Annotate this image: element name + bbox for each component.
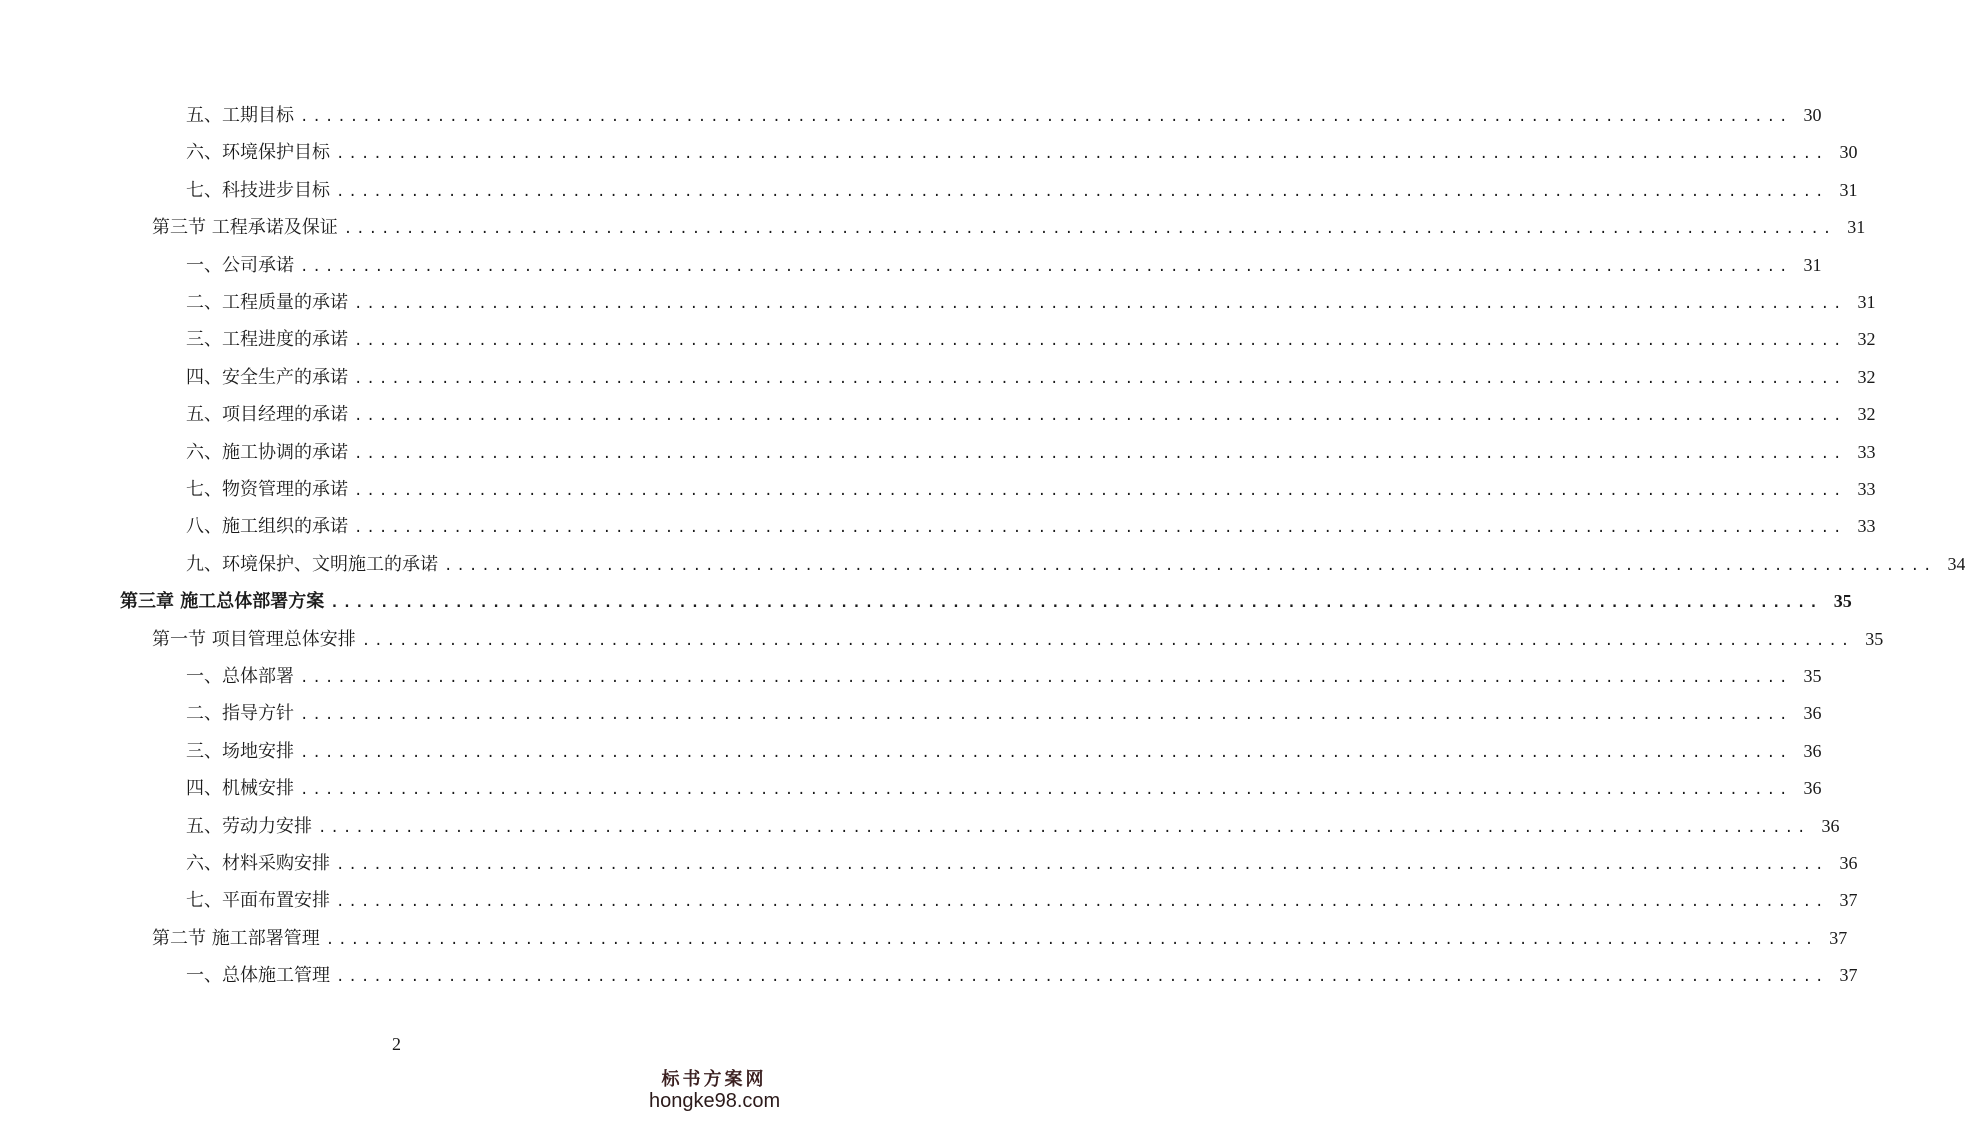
toc-dot-leader: ........................................................................................................................	[361, 632, 1854, 649]
toc-entry[interactable]	[186, 698, 1822, 728]
toc-entry-title: 六、材料采购安排	[186, 853, 330, 874]
toc-entry-title: 五、工期目标	[186, 105, 294, 126]
toc-entry-title: 第一节 项目管理总体安排	[152, 628, 356, 650]
toc-entry[interactable]	[186, 885, 1858, 915]
toc-dot-leader: ........................................................................................................................	[336, 183, 1828, 200]
toc-entry-page: 36	[1803, 740, 1822, 761]
toc-entry-page: 34	[1947, 553, 1965, 574]
toc-dot-leader: ........................................................................................................................	[343, 221, 1836, 238]
toc-entry[interactable]	[186, 474, 1876, 504]
toc-entry[interactable]	[186, 773, 1822, 803]
toc-dot-leader: ........................................................................................................................	[336, 969, 1828, 986]
toc-entry-title: 第三章 施工总体部署方案	[120, 591, 325, 613]
toc-dot-leader: ........................................................................................................................	[300, 707, 1792, 724]
toc-dot-leader: ........................................................................................................................	[354, 408, 1846, 425]
watermark-url-text: hongke98.com	[649, 1090, 781, 1112]
toc-entry-page: 32	[1857, 329, 1876, 350]
toc-entry-page: 35	[1803, 666, 1822, 686]
toc-entry-title: 一、公司承诺	[186, 254, 294, 276]
toc-entry-page: 33	[1857, 441, 1876, 462]
toc-dot-leader: ........................................................................................................................	[354, 296, 1846, 312]
toc-entry-page: 35	[1865, 628, 1884, 649]
toc-entry[interactable]	[152, 624, 1884, 654]
toc-dot-leader: ........................................................................................................................	[336, 894, 1828, 911]
toc-entry[interactable]	[186, 100, 1822, 130]
toc-entry-title: 三、工程进度的承诺	[186, 329, 348, 351]
toc-dot-leader: ........................................................................................................................	[300, 744, 1792, 761]
toc-entry[interactable]	[186, 137, 1858, 167]
toc-entry-title: 六、环境保护目标	[186, 142, 330, 164]
toc-dot-leader: ........................................................................................................................	[300, 782, 1792, 799]
toc-entry-title: 二、指导方针	[186, 703, 294, 725]
toc-entry[interactable]	[186, 362, 1876, 392]
toc-entry[interactable]	[186, 661, 1822, 691]
toc-entry-title: 三、场地安排	[186, 740, 294, 762]
toc-entry-title: 一、总体施工管理	[186, 965, 330, 987]
toc-entry-page: 33	[1857, 479, 1876, 499]
toc-entry-page: 36	[1839, 853, 1858, 873]
toc-dot-leader: ........................................................................................................................	[325, 931, 1818, 948]
toc-entry-title: 第三节 工程承诺及保证	[152, 217, 338, 239]
toc-entry-page: 31	[1857, 292, 1876, 312]
toc-entry[interactable]	[186, 848, 1858, 878]
toc-entry[interactable]	[186, 549, 1965, 579]
toc-entry[interactable]	[186, 175, 1858, 205]
toc-dot-leader: ........................................................................................................................	[354, 445, 1846, 462]
toc-dot-leader: ........................................................................................................................	[330, 595, 1822, 612]
toc-entry[interactable]	[152, 212, 1866, 242]
toc-entry-page: 37	[1829, 927, 1848, 948]
toc-entry-page: 37	[1839, 890, 1858, 911]
toc-entry-page: 31	[1803, 254, 1822, 275]
toc-entry-page: 36	[1821, 815, 1840, 836]
toc-entry-title: 九、环境保护、文明施工的承诺	[186, 553, 438, 575]
toc-dot-leader: ........................................................................................................................	[354, 370, 1846, 387]
toc-entry-page: 31	[1847, 217, 1866, 238]
toc-entry-title: 六、施工协调的承诺	[186, 441, 348, 463]
toc-dot-leader: ........................................................................................................................	[336, 146, 1828, 163]
toc-entry-page: 32	[1857, 366, 1876, 387]
toc-entry-title: 七、物资管理的承诺	[186, 479, 348, 500]
toc-entry[interactable]	[186, 960, 1858, 990]
toc-entry-page: 35	[1833, 591, 1852, 612]
toc-entry-title: 一、总体部署	[186, 666, 294, 687]
toc-dot-leader: ........................................................................................................................	[300, 258, 1792, 275]
toc-entry-page: 36	[1803, 778, 1822, 799]
toc-entry-page: 30	[1803, 105, 1822, 125]
page-number: 2	[392, 1034, 401, 1054]
toc-entry-title: 五、项目经理的承诺	[186, 404, 348, 426]
toc-entry-page: 31	[1839, 179, 1858, 200]
toc-entry-title: 第二节 施工部署管理	[152, 927, 320, 949]
toc-dot-leader: ........................................................................................................................	[318, 819, 1810, 836]
site-watermark	[649, 1070, 779, 1112]
toc-dot-leader: ........................................................................................................................	[336, 857, 1828, 873]
toc-entry[interactable]	[152, 923, 1848, 953]
toc-entry[interactable]	[120, 586, 1852, 616]
toc-entry-title: 五、劳动力安排	[186, 815, 312, 837]
toc-entry[interactable]	[186, 324, 1876, 354]
toc-dot-leader: ........................................................................................................................	[444, 557, 1936, 574]
toc-entry-title: 八、施工组织的承诺	[186, 516, 348, 538]
toc-entry-page: 30	[1839, 142, 1858, 163]
toc-entry-title: 四、安全生产的承诺	[186, 366, 348, 388]
toc-entry[interactable]	[186, 287, 1876, 317]
toc-entry[interactable]	[186, 811, 1840, 841]
toc-entry[interactable]	[186, 399, 1876, 429]
toc-dot-leader: ........................................................................................................................	[354, 483, 1846, 499]
toc-dot-leader: ........................................................................................................................	[354, 333, 1846, 350]
toc-entry-title: 七、科技进步目标	[186, 179, 330, 201]
toc-entry-title: 四、机械安排	[186, 778, 294, 800]
toc-entry[interactable]	[186, 511, 1876, 541]
toc-entry-title: 二、工程质量的承诺	[186, 292, 348, 313]
toc-entry-page: 36	[1803, 703, 1822, 724]
toc-dot-leader: ........................................................................................................................	[354, 520, 1846, 537]
toc-dot-leader: ........................................................................................................................	[300, 109, 1792, 125]
toc-dot-leader: ........................................................................................................................	[300, 670, 1792, 686]
toc-entry-page: 33	[1857, 516, 1876, 537]
toc-entry[interactable]	[186, 736, 1822, 766]
toc-entry[interactable]	[186, 250, 1822, 280]
toc-entry-page: 37	[1839, 965, 1858, 986]
toc-entry-title: 七、平面布置安排	[186, 890, 330, 912]
watermark-cn-text: 标书方案网	[661, 1069, 767, 1091]
toc-entry-page: 32	[1857, 404, 1876, 425]
toc-entry[interactable]	[186, 437, 1876, 467]
